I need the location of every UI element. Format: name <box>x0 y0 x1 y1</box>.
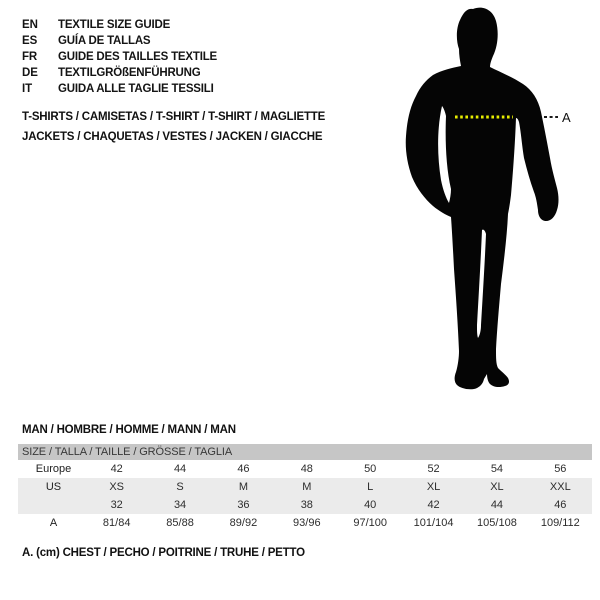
table-row-chest-a <box>18 514 592 532</box>
table-cell: 105/108 <box>477 517 517 529</box>
table-cell: 50 <box>364 463 377 475</box>
row-label: Europe <box>35 463 72 475</box>
table-cell: XL <box>490 481 504 493</box>
table-cell: 56 <box>554 463 567 475</box>
table-cell: 101/104 <box>413 517 454 529</box>
language-list <box>22 17 217 97</box>
list-item <box>22 17 217 33</box>
table-cell: 52 <box>427 463 440 475</box>
row-label: A <box>49 517 58 529</box>
list-item <box>22 65 217 81</box>
table-cell: 42 <box>110 463 123 475</box>
language-title: GUÍA DE TALLAS <box>58 35 151 47</box>
table-cell: 89/92 <box>229 517 258 529</box>
measurement-footnote: A. (cm) CHEST / PECHO / POITRINE / TRUHE / PETTO <box>22 547 305 559</box>
garment-categories <box>22 108 325 147</box>
table-cell: 85/88 <box>166 517 194 529</box>
list-item <box>22 33 217 49</box>
measure-point-label: A <box>562 110 571 125</box>
man-silhouette-figure <box>400 0 565 392</box>
man-silhouette <box>406 8 559 390</box>
table-cell: 48 <box>300 463 313 475</box>
row-label: US <box>45 481 62 493</box>
table-cell: 46 <box>237 463 250 475</box>
table-row-secondary-sizes <box>18 496 592 514</box>
category-line-jackets: JACKETS / CHAQUETAS / VESTES / JACKEN / GIACCHE <box>22 130 323 143</box>
language-title: TEXTILE SIZE GUIDE <box>58 19 171 31</box>
table-cell: 46 <box>554 499 567 511</box>
table-cell: L <box>367 481 374 493</box>
table-cell: S <box>176 481 184 493</box>
section-heading-man: MAN / HOMBRE / HOMME / MANN / MAN <box>22 424 236 436</box>
table-cell: M <box>302 481 312 493</box>
language-code: EN <box>22 19 38 31</box>
table-cell: 81/84 <box>102 517 131 529</box>
table-cell: 109/112 <box>540 517 580 529</box>
table-cell: M <box>238 481 249 493</box>
table-cell: 44 <box>490 499 504 511</box>
size-table <box>18 444 592 532</box>
table-row-us <box>18 478 592 496</box>
language-code: FR <box>22 51 38 63</box>
table-cell: 42 <box>427 499 440 511</box>
table-cell: 93/96 <box>293 517 321 529</box>
table-cell: XXL <box>549 481 571 493</box>
table-row-europe <box>18 460 592 478</box>
list-item <box>22 81 217 97</box>
table-cell: 32 <box>110 499 123 511</box>
table-cell: 38 <box>300 499 313 511</box>
table-cell: XL <box>426 481 441 493</box>
language-code: DE <box>22 67 38 79</box>
language-title: TEXTILGRÖßENFÜHRUNG <box>58 67 201 79</box>
table-cell: 97/100 <box>353 517 388 529</box>
language-title: GUIDA ALLE TAGLIE TESSILI <box>58 83 214 95</box>
table-cell: 34 <box>173 499 187 511</box>
silhouette-svg <box>400 0 565 392</box>
table-cell: 54 <box>490 463 504 475</box>
table-cell: 36 <box>237 499 250 511</box>
table-header-label: SIZE / TALLA / TAILLE / GRÖSSE / TAGLIA <box>22 446 233 458</box>
table-cell: 44 <box>173 463 187 475</box>
language-code: ES <box>22 35 38 47</box>
table-header-row <box>18 444 592 460</box>
language-title: GUIDE DES TAILLES TEXTILE <box>58 51 217 63</box>
language-code: IT <box>22 83 33 95</box>
table-cell: 40 <box>364 499 377 511</box>
table-cell: XS <box>109 481 125 493</box>
category-line-tshirts: T-SHIRTS / CAMISETAS / T-SHIRT / T-SHIRT / MAGLIETTE <box>22 111 326 123</box>
list-item <box>22 49 217 65</box>
